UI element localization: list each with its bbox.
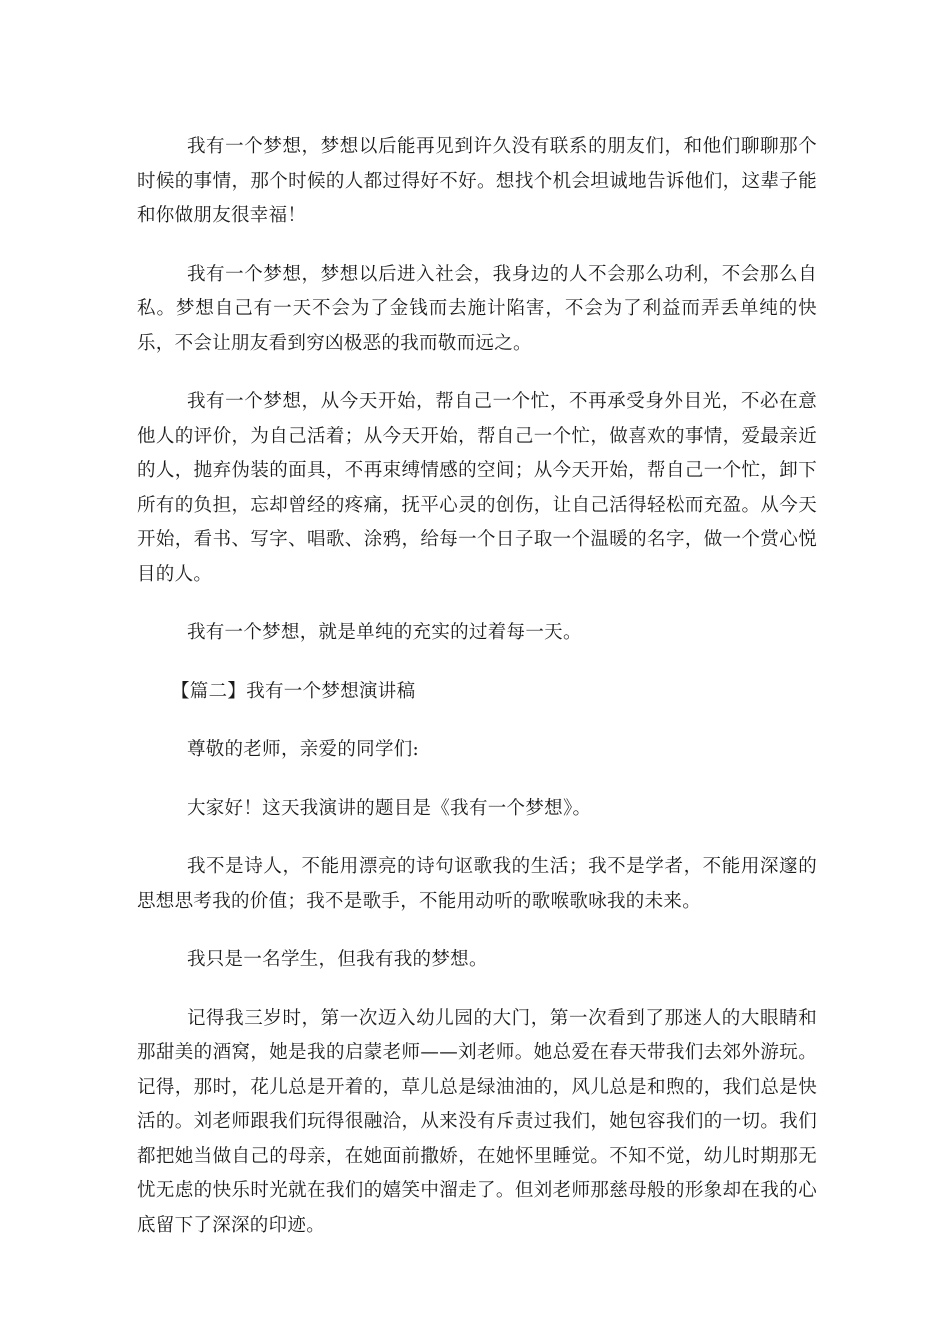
document-body xyxy=(137,130,817,1267)
speech-greeting: 尊敬的老师，亲爱的同学们: xyxy=(186,739,420,760)
speech-paragraph-1: 我不是诗人，不能用漂亮的诗句讴歌我的生活；我不是学者，不能用深邃的思想思考我的价值；我不是歌手，不能用动听的歌喉歌咏我的未来。 xyxy=(137,856,817,912)
paragraph-4: 我有一个梦想，就是单纯的充实的过着每一天。 xyxy=(186,622,582,643)
paragraph-3: 我有一个梦想，从今天开始，帮自己一个忙，不再承受身外目光，不必在意他人的评价，为自己活着；从今天开始，帮自己一个忙，做喜欢的事情，爱最亲近的人，抛弃伪装的面具，不再束缚情感的空间；从今天开始，帮自己一个忙，卸下所有的负担，忘却曾经的疼痛，抚平心灵的创伤，让自己活得轻松而充盈。从今天开始，看书、写字、唱歌、涂鸦，给每一个日子取一个温暖的名字，做一个赏心悦目的人。 xyxy=(137,391,817,585)
speech-title-line: 大家好！这天我演讲的题目是《我有一个梦想》。 xyxy=(186,797,592,819)
paragraph-2: 我有一个梦想，梦想以后进入社会，我身边的人不会那么功利，不会那么自私。梦想自己有一天不会为了金钱而去施计陷害，不会为了利益而弄丢单纯的快乐，不会让朋友看到穷凶极恶的我而敬而远之。 xyxy=(137,263,817,354)
speech-paragraph-3: 记得我三岁时，第一次迈入幼儿园的大门，第一次看到了那迷人的大眼睛和那甜美的酒窝，她是我的启蒙老师——刘老师。她总爱在春天带我们去郊外游玩。记得，那时，花儿总是开着的，草儿总是绿油油的，风儿总是和煦的，我们总是快活的。刘老师跟我们玩得很融洽，从来没有斥责过我们，她包容我们的一切。我们都把她当做自己的母亲，在她面前撒娇，在她怀里睡觉。不知不觉，幼儿时期那无忧无虑的快乐时光就在我们的嬉笑中溜走了。但刘老师那慈母般的形象却在我的心底留下了深深的印迹。 xyxy=(137,1007,817,1236)
speech-paragraph-2: 我只是一名学生，但我有我的梦想。 xyxy=(186,949,488,970)
paragraph-1: 我有一个梦想，梦想以后能再见到许久没有联系的朋友们，和他们聊聊那个时候的事情，那个时候的人都过得好不好。想找个机会坦诚地告诉他们，这辈子能和你做朋友很幸福！ xyxy=(137,136,817,226)
section-heading: 【篇二】我有一个梦想演讲稿 xyxy=(171,680,416,702)
